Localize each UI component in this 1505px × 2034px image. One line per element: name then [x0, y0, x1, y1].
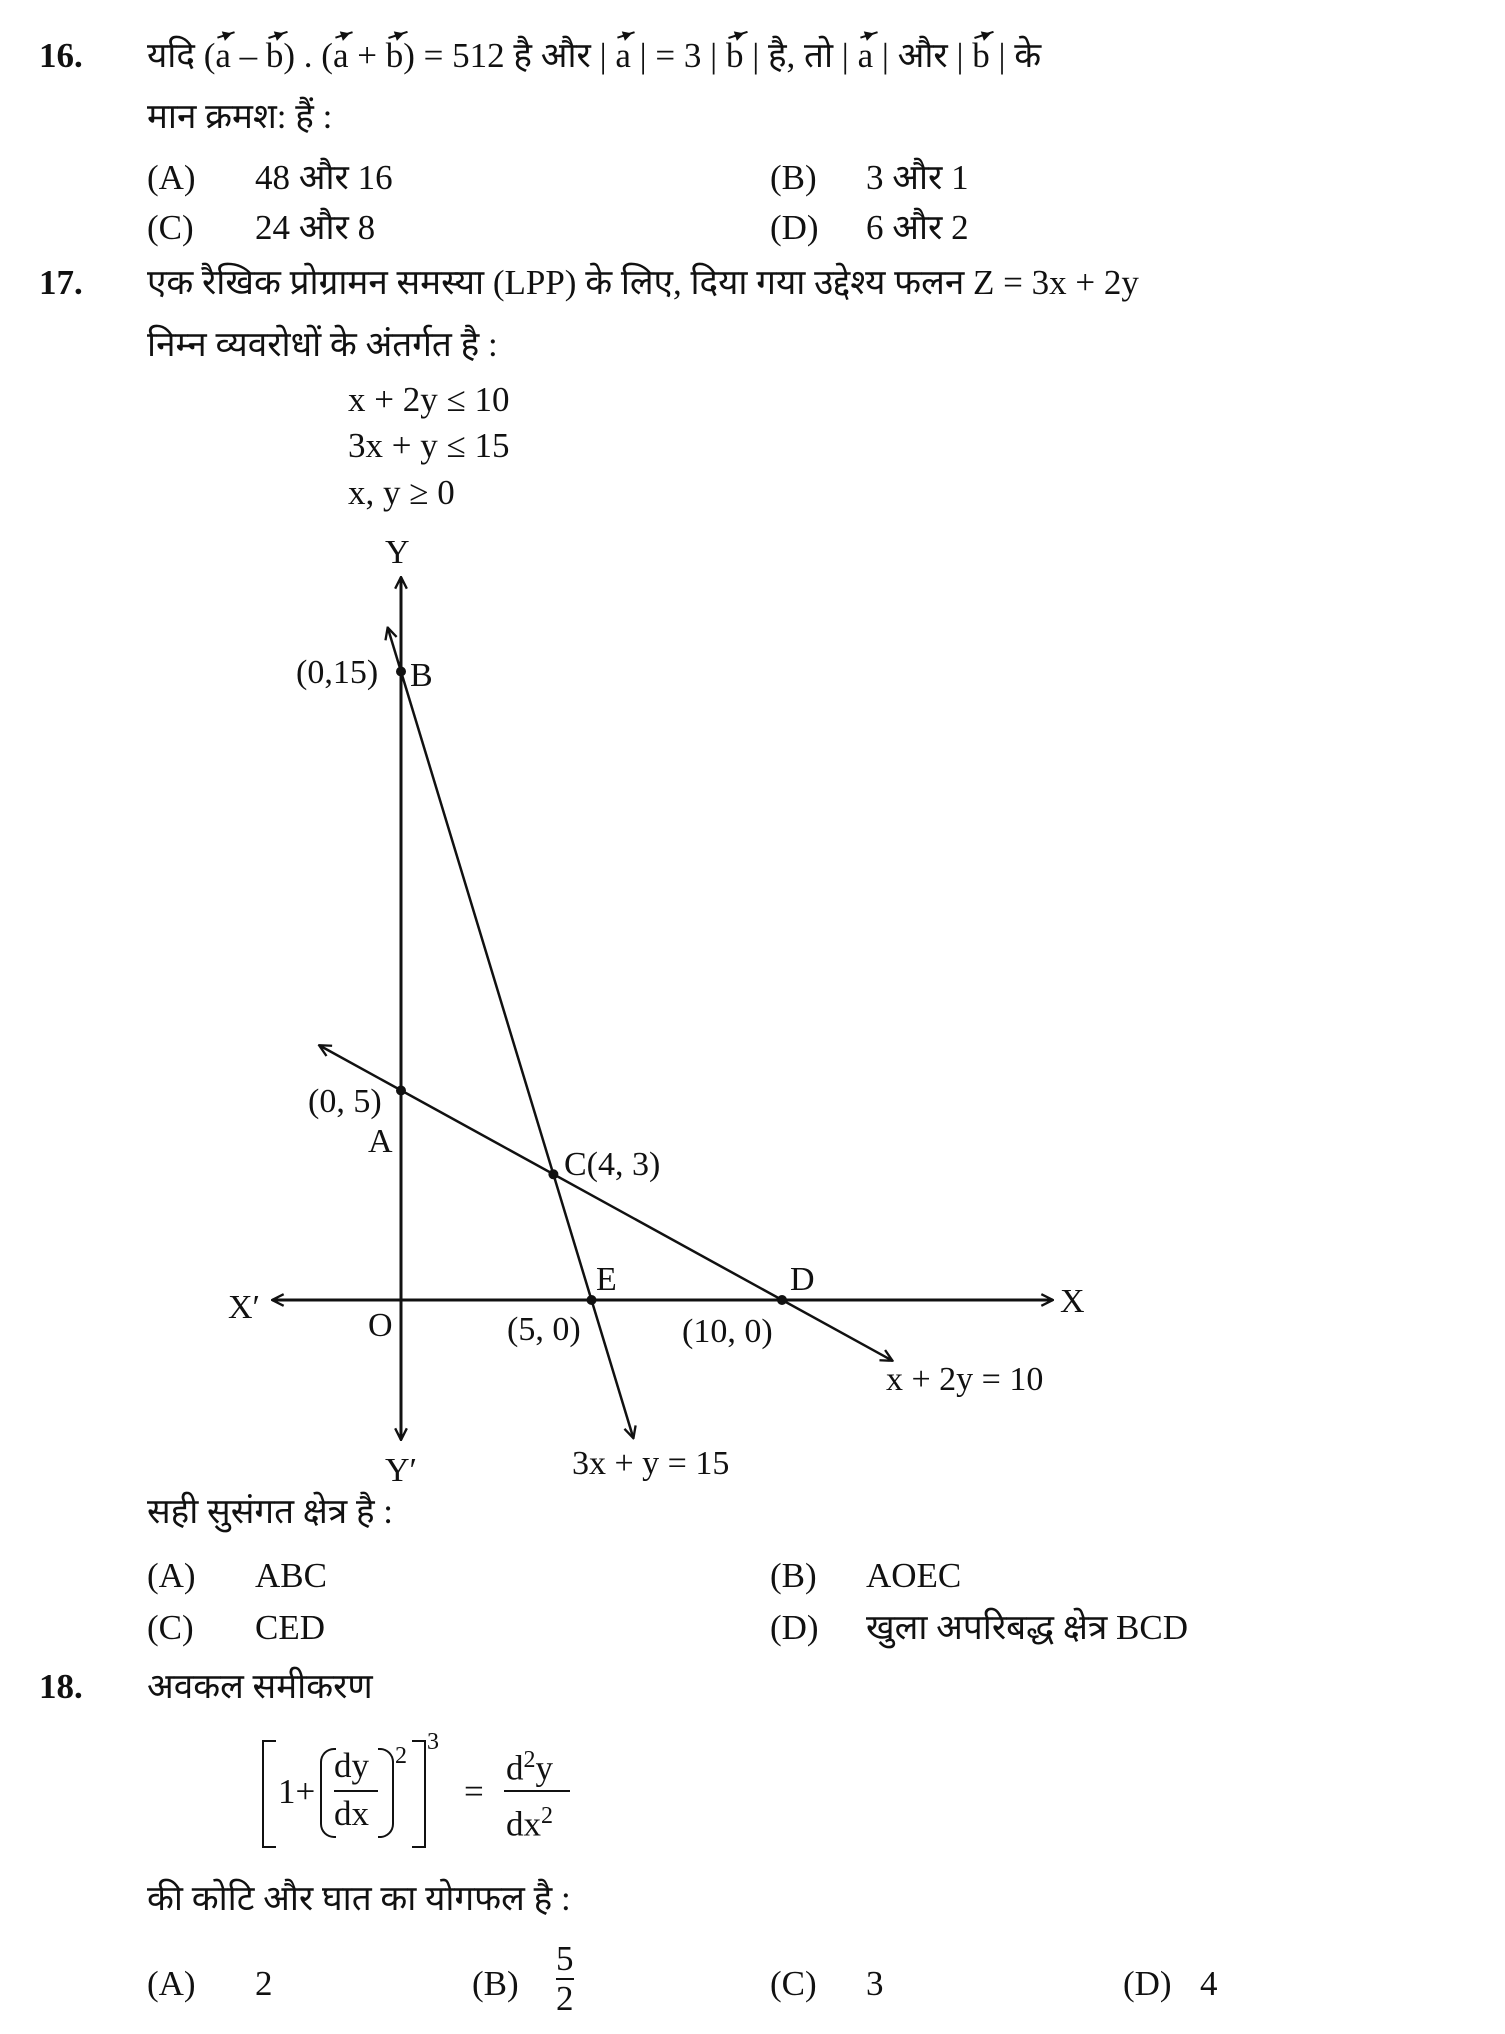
q18-option-c-label[interactable]: (C): [770, 1964, 817, 2003]
q17-line1: एक रैखिक प्रोग्रामन समस्या (LPP) के लिए, दिया गया उद्देश्य फलन Z = 3x + 2y: [147, 263, 1139, 302]
point-d-marker: [777, 1295, 787, 1305]
point-e-marker: [587, 1295, 597, 1305]
text: | और |: [873, 36, 973, 75]
point-a-label: A: [368, 1123, 393, 1160]
constraint-3: x, y ≥ 0: [348, 473, 455, 512]
q18-option-d-value[interactable]: 4: [1200, 1964, 1218, 2003]
q16-option-c-label[interactable]: (C): [147, 208, 194, 247]
q18-option-a-label[interactable]: (A): [147, 1964, 196, 2003]
point-a-coord: (0, 5): [308, 1083, 382, 1120]
q16-line2: मान क्रमश: हैं :: [147, 97, 333, 136]
q18-line1: अवकल समीकरण: [147, 1667, 373, 1706]
q17-option-d-label[interactable]: (D): [770, 1608, 819, 1647]
eq-square: 2: [395, 1743, 407, 1769]
q16-option-d-value[interactable]: 6 और 2: [866, 208, 969, 247]
q17-line2: निम्न व्यवरोधों के अंतर्गत है :: [147, 325, 498, 364]
q16-option-b-label[interactable]: (B): [770, 158, 817, 197]
q18-line2: की कोटि और घात का योगफल है :: [147, 1879, 571, 1918]
y-axis-label: Y: [385, 534, 410, 571]
line-2-equation: x + 2y = 10: [886, 1361, 1044, 1398]
point-c-label: C(4, 3): [564, 1146, 661, 1183]
point-b-label: B: [410, 657, 433, 694]
q17-option-b-label[interactable]: (B): [770, 1556, 817, 1595]
origin-label: O: [368, 1307, 393, 1344]
point-b-coord: (0,15): [296, 654, 379, 691]
fraction-numerator: 5: [556, 1939, 574, 1978]
x-neg-axis-label: X′: [228, 1289, 260, 1326]
q17-prompt: सही सुसंगत क्षेत्र है :: [147, 1492, 394, 1531]
point-a-marker: [396, 1086, 406, 1096]
point-d-label: D: [790, 1261, 815, 1298]
eq-dx2-sup: 2: [541, 1803, 553, 1829]
eq-dy: dy: [334, 1746, 369, 1785]
q18-option-b-label[interactable]: (B): [472, 1964, 519, 2003]
line-1-equation: 3x + y = 15: [572, 1445, 730, 1482]
vector-a: a: [615, 36, 631, 75]
eq-y: y: [535, 1748, 553, 1788]
point-d-coord: (10, 0): [682, 1313, 773, 1350]
eq-d-sup: 2: [523, 1747, 536, 1773]
y-neg-axis-label: Y′: [385, 1452, 417, 1489]
eq-dx2: dx: [506, 1804, 541, 1844]
vector-b: b: [725, 36, 744, 75]
text: ) = 512 है और |: [403, 36, 616, 75]
eq-d: d: [506, 1748, 524, 1788]
text: यदि (: [147, 36, 216, 75]
q16-option-c-value[interactable]: 24 और 8: [255, 208, 376, 247]
q18-option-c-value[interactable]: 3: [866, 1964, 884, 2003]
point-c-marker: [548, 1169, 558, 1179]
q17-option-a-label[interactable]: (A): [147, 1556, 196, 1595]
vector-a: a: [215, 36, 231, 75]
vector-a: a: [857, 36, 874, 75]
eq-one-plus: 1+: [278, 1772, 316, 1811]
question-number-18: 18.: [39, 1667, 83, 1706]
constraint-1: x + 2y ≤ 10: [348, 380, 510, 419]
vector-a: a: [332, 36, 349, 75]
text: | के: [989, 36, 1042, 75]
eq-dx: dx: [334, 1794, 369, 1833]
vector-b: b: [972, 36, 990, 75]
point-e-label: E: [596, 1261, 617, 1298]
text: –: [230, 36, 266, 75]
point-e-coord: (5, 0): [507, 1311, 581, 1348]
eq-equals: =: [464, 1772, 484, 1811]
q17-option-d-value[interactable]: खुला अपरिबद्ध क्षेत्र BCD: [866, 1608, 1189, 1647]
point-b-marker: [396, 667, 406, 677]
eq-cube: 3: [427, 1729, 439, 1755]
q18-option-a-value[interactable]: 2: [255, 1964, 273, 2003]
q16-option-d-label[interactable]: (D): [770, 208, 819, 247]
text: | है, तो |: [743, 36, 858, 75]
vector-b: b: [385, 36, 404, 75]
x-axis-label: X: [1060, 1283, 1085, 1320]
q17-option-c-label[interactable]: (C): [147, 1608, 194, 1647]
text: | = 3 |: [630, 36, 726, 75]
q17-option-b-value[interactable]: AOEC: [866, 1556, 962, 1595]
q16-option-a-value[interactable]: 48 और 16: [255, 158, 393, 197]
text: ) . (: [283, 36, 333, 75]
q16-option-a-label[interactable]: (A): [147, 158, 196, 197]
q18-option-b-value[interactable]: [556, 1940, 574, 2018]
question-number-16: 16.: [39, 36, 83, 75]
q17-option-a-value[interactable]: ABC: [255, 1556, 327, 1595]
fraction-denominator: 2: [556, 1979, 574, 2018]
constraint-2: 3x + y ≤ 15: [348, 426, 510, 465]
question-number-17: 17.: [39, 263, 83, 302]
q18-option-d-label[interactable]: (D): [1123, 1964, 1172, 2003]
q16-option-b-value[interactable]: 3 और 1: [866, 158, 969, 197]
vector-b: b: [265, 36, 284, 75]
q17-option-c-value[interactable]: CED: [255, 1608, 325, 1647]
text: +: [348, 36, 386, 75]
